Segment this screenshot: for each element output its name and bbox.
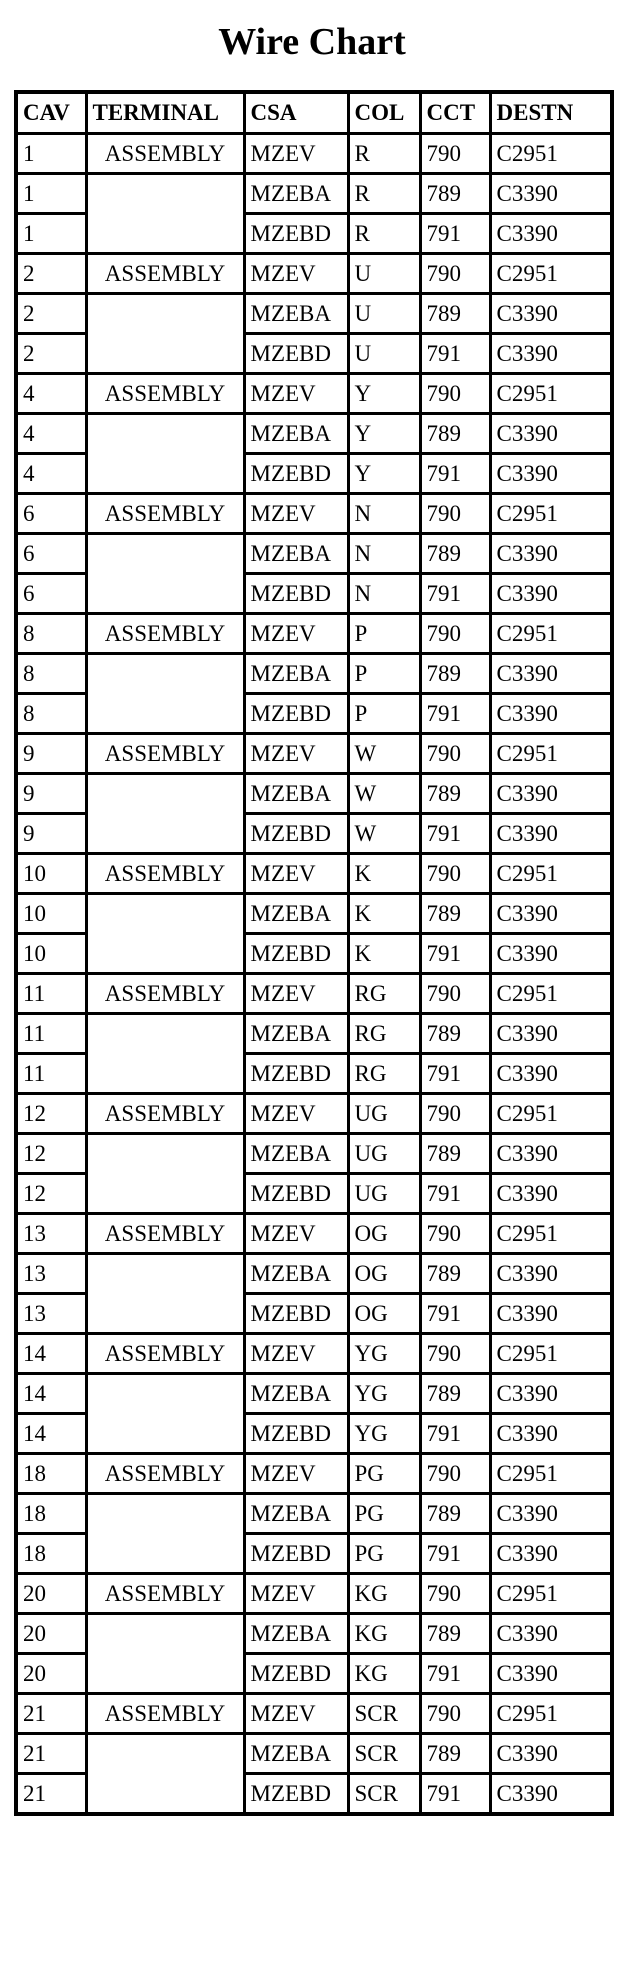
cell-terminal: ASSEMBLY — [86, 374, 244, 414]
cell-col: OG — [348, 1254, 420, 1294]
table-row — [16, 974, 612, 1014]
cell-cct: 789 — [420, 414, 490, 454]
cell-cct: 789 — [420, 1734, 490, 1774]
table-row — [16, 1214, 612, 1254]
cell-terminal: ASSEMBLY — [86, 614, 244, 654]
cell-csa: MZEBD — [244, 454, 348, 494]
cell-destn: C3390 — [490, 1054, 612, 1094]
cell-cav: 1 — [16, 134, 86, 174]
cell-csa: MZEV — [244, 1454, 348, 1494]
cell-destn: C2951 — [490, 134, 612, 174]
cell-cct: 789 — [420, 1014, 490, 1054]
cell-csa: MZEBA — [244, 534, 348, 574]
cell-cav: 9 — [16, 774, 86, 814]
cell-cct: 790 — [420, 1694, 490, 1734]
cell-csa: MZEBA — [244, 1374, 348, 1414]
table-row — [16, 1454, 612, 1494]
cell-csa: MZEV — [244, 1574, 348, 1614]
cell-cct: 791 — [420, 1294, 490, 1334]
cell-destn: C3390 — [490, 414, 612, 454]
cell-destn: C2951 — [490, 854, 612, 894]
cell-csa: MZEBA — [244, 774, 348, 814]
cell-col: OG — [348, 1294, 420, 1334]
cell-cav: 11 — [16, 1054, 86, 1094]
cell-col: P — [348, 654, 420, 694]
cell-csa: MZEBA — [244, 1734, 348, 1774]
table-row — [16, 734, 612, 774]
table-row — [16, 1374, 612, 1414]
cell-csa: MZEV — [244, 1694, 348, 1734]
cell-terminal: ASSEMBLY — [86, 734, 244, 774]
cell-cav: 6 — [16, 534, 86, 574]
table-row — [16, 1014, 612, 1054]
table-row — [16, 894, 612, 934]
cell-destn: C2951 — [490, 1454, 612, 1494]
cell-csa: MZEBD — [244, 694, 348, 734]
cell-cav: 8 — [16, 614, 86, 654]
cell-col: KG — [348, 1654, 420, 1694]
table-row — [16, 1574, 612, 1614]
cell-csa: MZEBD — [244, 1054, 348, 1094]
cell-col: UG — [348, 1174, 420, 1214]
page-title: Wire Chart — [218, 21, 406, 63]
header-cav: CAV — [16, 92, 86, 134]
cell-destn: C3390 — [490, 534, 612, 574]
cell-destn: C2951 — [490, 254, 612, 294]
table-row — [16, 1334, 612, 1374]
cell-col: KG — [348, 1614, 420, 1654]
cell-col: K — [348, 934, 420, 974]
cell-destn: C3390 — [490, 1414, 612, 1454]
cell-terminal: ASSEMBLY — [86, 1574, 244, 1614]
cell-cct: 791 — [420, 1174, 490, 1214]
cell-destn: C2951 — [490, 614, 612, 654]
cell-col: N — [348, 494, 420, 534]
table-row — [16, 494, 612, 534]
cell-csa: MZEBA — [244, 1014, 348, 1054]
cell-destn: C3390 — [490, 454, 612, 494]
cell-destn: C3390 — [490, 894, 612, 934]
cell-col: RG — [348, 1054, 420, 1094]
cell-col: W — [348, 774, 420, 814]
table-row — [16, 1614, 612, 1654]
cell-csa: MZEV — [244, 254, 348, 294]
cell-csa: MZEBD — [244, 1294, 348, 1334]
cell-col: RG — [348, 1014, 420, 1054]
cell-destn: C3390 — [490, 1254, 612, 1294]
cell-terminal: ASSEMBLY — [86, 1334, 244, 1374]
cell-cct: 789 — [420, 1494, 490, 1534]
cell-cav: 13 — [16, 1294, 86, 1334]
cell-csa: MZEBA — [244, 654, 348, 694]
cell-terminal: ASSEMBLY — [86, 974, 244, 1014]
cell-col: P — [348, 614, 420, 654]
cell-cav: 20 — [16, 1574, 86, 1614]
cell-destn: C3390 — [490, 1494, 612, 1534]
cell-cct: 789 — [420, 654, 490, 694]
cell-terminal-empty — [86, 294, 244, 374]
cell-cct: 791 — [420, 1774, 490, 1815]
cell-terminal-empty — [86, 1134, 244, 1214]
cell-col: UG — [348, 1134, 420, 1174]
cell-col: U — [348, 254, 420, 294]
cell-col: K — [348, 894, 420, 934]
cell-terminal-empty — [86, 1734, 244, 1815]
cell-cct: 790 — [420, 494, 490, 534]
cell-csa: MZEV — [244, 1094, 348, 1134]
cell-terminal-empty — [86, 894, 244, 974]
cell-cct: 791 — [420, 1054, 490, 1094]
table-row — [16, 1734, 612, 1774]
cell-destn: C3390 — [490, 1374, 612, 1414]
cell-csa: MZEBD — [244, 334, 348, 374]
cell-col: SCR — [348, 1774, 420, 1815]
cell-destn: C2951 — [490, 494, 612, 534]
cell-cct: 791 — [420, 1414, 490, 1454]
cell-cav: 8 — [16, 694, 86, 734]
table-row — [16, 534, 612, 574]
cell-csa: MZEV — [244, 494, 348, 534]
cell-cct: 791 — [420, 694, 490, 734]
cell-cav: 21 — [16, 1774, 86, 1815]
cell-cav: 9 — [16, 734, 86, 774]
cell-csa: MZEBA — [244, 894, 348, 934]
cell-cct: 791 — [420, 1534, 490, 1574]
cell-csa: MZEBD — [244, 1174, 348, 1214]
cell-cct: 791 — [420, 574, 490, 614]
cell-destn: C3390 — [490, 1654, 612, 1694]
cell-cav: 10 — [16, 894, 86, 934]
cell-cav: 11 — [16, 1014, 86, 1054]
cell-col: U — [348, 334, 420, 374]
cell-csa: MZEBA — [244, 294, 348, 334]
cell-cav: 18 — [16, 1534, 86, 1574]
cell-cct: 789 — [420, 1134, 490, 1174]
cell-cav: 2 — [16, 254, 86, 294]
cell-cav: 18 — [16, 1454, 86, 1494]
cell-destn: C2951 — [490, 1094, 612, 1134]
cell-destn: C2951 — [490, 734, 612, 774]
cell-cav: 12 — [16, 1094, 86, 1134]
cell-cav: 11 — [16, 974, 86, 1014]
cell-destn: C3390 — [490, 1734, 612, 1774]
cell-col: UG — [348, 1094, 420, 1134]
cell-col: N — [348, 574, 420, 614]
table-row — [16, 374, 612, 414]
cell-cav: 12 — [16, 1174, 86, 1214]
cell-cav: 21 — [16, 1694, 86, 1734]
cell-csa: MZEV — [244, 734, 348, 774]
cell-destn: C3390 — [490, 1774, 612, 1815]
cell-col: OG — [348, 1214, 420, 1254]
cell-cav: 21 — [16, 1734, 86, 1774]
cell-terminal: ASSEMBLY — [86, 494, 244, 534]
cell-cav: 13 — [16, 1254, 86, 1294]
cell-csa: MZEBD — [244, 1654, 348, 1694]
table-row — [16, 414, 612, 454]
table-row — [16, 1094, 612, 1134]
cell-cav: 14 — [16, 1414, 86, 1454]
cell-terminal-empty — [86, 1254, 244, 1334]
cell-cav: 20 — [16, 1654, 86, 1694]
cell-cav: 12 — [16, 1134, 86, 1174]
header-row — [16, 92, 612, 134]
cell-cct: 790 — [420, 614, 490, 654]
cell-cct: 790 — [420, 974, 490, 1014]
cell-cav: 14 — [16, 1334, 86, 1374]
cell-destn: C3390 — [490, 1294, 612, 1334]
cell-col: SCR — [348, 1734, 420, 1774]
cell-csa: MZEBD — [244, 574, 348, 614]
cell-cav: 18 — [16, 1494, 86, 1534]
cell-destn: C3390 — [490, 574, 612, 614]
cell-destn: C3390 — [490, 334, 612, 374]
cell-col: YG — [348, 1414, 420, 1454]
cell-col: PG — [348, 1454, 420, 1494]
cell-cct: 790 — [420, 254, 490, 294]
header-destn: DESTN — [490, 92, 612, 134]
cell-destn: C3390 — [490, 294, 612, 334]
cell-terminal: ASSEMBLY — [86, 1214, 244, 1254]
cell-col: W — [348, 814, 420, 854]
cell-cct: 791 — [420, 454, 490, 494]
cell-col: R — [348, 214, 420, 254]
cell-cav: 13 — [16, 1214, 86, 1254]
cell-terminal-empty — [86, 774, 244, 854]
cell-csa: MZEV — [244, 854, 348, 894]
cell-cav: 9 — [16, 814, 86, 854]
cell-col: W — [348, 734, 420, 774]
cell-col: Y — [348, 414, 420, 454]
cell-terminal-empty — [86, 1374, 244, 1454]
cell-destn: C2951 — [490, 1694, 612, 1734]
cell-terminal-empty — [86, 1014, 244, 1094]
cell-cct: 791 — [420, 334, 490, 374]
cell-destn: C2951 — [490, 974, 612, 1014]
wire-chart-table — [14, 90, 614, 1816]
cell-cct: 791 — [420, 814, 490, 854]
cell-col: R — [348, 174, 420, 214]
cell-csa: MZEBD — [244, 814, 348, 854]
cell-terminal-empty — [86, 1614, 244, 1694]
cell-csa: MZEBA — [244, 1134, 348, 1174]
cell-cct: 790 — [420, 1214, 490, 1254]
cell-csa: MZEBA — [244, 414, 348, 454]
cell-cav: 8 — [16, 654, 86, 694]
cell-col: P — [348, 694, 420, 734]
cell-csa: MZEV — [244, 974, 348, 1014]
cell-col: K — [348, 854, 420, 894]
cell-col: Y — [348, 454, 420, 494]
cell-destn: C3390 — [490, 774, 612, 814]
cell-cct: 790 — [420, 1334, 490, 1374]
cell-col: N — [348, 534, 420, 574]
table-body — [16, 134, 612, 1815]
cell-cct: 790 — [420, 1454, 490, 1494]
cell-cct: 789 — [420, 1254, 490, 1294]
cell-destn: C3390 — [490, 1534, 612, 1574]
cell-cct: 789 — [420, 1614, 490, 1654]
header-col: COL — [348, 92, 420, 134]
cell-destn: C3390 — [490, 694, 612, 734]
cell-cct: 789 — [420, 894, 490, 934]
cell-cav: 14 — [16, 1374, 86, 1414]
cell-csa: MZEV — [244, 374, 348, 414]
cell-terminal-empty — [86, 534, 244, 614]
cell-terminal: ASSEMBLY — [86, 854, 244, 894]
cell-cav: 6 — [16, 574, 86, 614]
cell-terminal-empty — [86, 1494, 244, 1574]
cell-col: KG — [348, 1574, 420, 1614]
cell-col: R — [348, 134, 420, 174]
cell-cct: 789 — [420, 1374, 490, 1414]
cell-cct: 790 — [420, 1094, 490, 1134]
cell-destn: C3390 — [490, 934, 612, 974]
table-row — [16, 174, 612, 214]
cell-destn: C2951 — [490, 374, 612, 414]
cell-csa: MZEBA — [244, 174, 348, 214]
cell-cav: 4 — [16, 374, 86, 414]
cell-cct: 790 — [420, 374, 490, 414]
cell-col: YG — [348, 1334, 420, 1374]
cell-destn: C2951 — [490, 1214, 612, 1254]
cell-csa: MZEBD — [244, 934, 348, 974]
cell-destn: C3390 — [490, 1134, 612, 1174]
cell-cav: 4 — [16, 414, 86, 454]
cell-csa: MZEV — [244, 1334, 348, 1374]
cell-terminal-empty — [86, 654, 244, 734]
cell-csa: MZEBD — [244, 1414, 348, 1454]
cell-cct: 789 — [420, 174, 490, 214]
cell-csa: MZEBD — [244, 1534, 348, 1574]
cell-destn: C3390 — [490, 654, 612, 694]
cell-terminal: ASSEMBLY — [86, 1454, 244, 1494]
cell-csa: MZEV — [244, 134, 348, 174]
cell-destn: C2951 — [490, 1334, 612, 1374]
cell-cct: 790 — [420, 1574, 490, 1614]
cell-cct: 790 — [420, 734, 490, 774]
cell-cav: 1 — [16, 214, 86, 254]
table-row — [16, 614, 612, 654]
table-row — [16, 254, 612, 294]
cell-cct: 789 — [420, 534, 490, 574]
cell-cct: 790 — [420, 134, 490, 174]
cell-cav: 4 — [16, 454, 86, 494]
cell-csa: MZEBD — [244, 1774, 348, 1815]
cell-terminal-empty — [86, 174, 244, 254]
cell-cav: 10 — [16, 854, 86, 894]
header-csa: CSA — [244, 92, 348, 134]
cell-terminal: ASSEMBLY — [86, 1694, 244, 1734]
cell-col: SCR — [348, 1694, 420, 1734]
cell-terminal: ASSEMBLY — [86, 134, 244, 174]
cell-cav: 2 — [16, 334, 86, 374]
cell-cav: 2 — [16, 294, 86, 334]
table-row — [16, 294, 612, 334]
cell-destn: C3390 — [490, 1614, 612, 1654]
cell-cav: 6 — [16, 494, 86, 534]
cell-cav: 1 — [16, 174, 86, 214]
table-row — [16, 1134, 612, 1174]
cell-terminal-empty — [86, 414, 244, 494]
cell-terminal: ASSEMBLY — [86, 1094, 244, 1134]
cell-csa: MZEV — [244, 614, 348, 654]
cell-cct: 789 — [420, 774, 490, 814]
cell-csa: MZEBA — [244, 1494, 348, 1534]
table-row — [16, 654, 612, 694]
table-row — [16, 1694, 612, 1734]
cell-destn: C2951 — [490, 1574, 612, 1614]
cell-csa: MZEBA — [244, 1614, 348, 1654]
cell-csa: MZEBA — [244, 1254, 348, 1294]
header-terminal: TERMINAL — [86, 92, 244, 134]
cell-cct: 790 — [420, 854, 490, 894]
table-row — [16, 134, 612, 174]
table-row — [16, 1254, 612, 1294]
cell-col: RG — [348, 974, 420, 1014]
cell-destn: C3390 — [490, 174, 612, 214]
table-row — [16, 1494, 612, 1534]
cell-cct: 789 — [420, 294, 490, 334]
cell-destn: C3390 — [490, 1174, 612, 1214]
cell-destn: C3390 — [490, 214, 612, 254]
cell-terminal: ASSEMBLY — [86, 254, 244, 294]
cell-col: YG — [348, 1374, 420, 1414]
cell-destn: C3390 — [490, 1014, 612, 1054]
cell-cct: 791 — [420, 214, 490, 254]
cell-cav: 20 — [16, 1614, 86, 1654]
cell-col: PG — [348, 1534, 420, 1574]
cell-csa: MZEV — [244, 1214, 348, 1254]
header-cct: CCT — [420, 92, 490, 134]
cell-destn: C3390 — [490, 814, 612, 854]
cell-csa: MZEBD — [244, 214, 348, 254]
cell-cav: 10 — [16, 934, 86, 974]
table-row — [16, 854, 612, 894]
cell-cct: 791 — [420, 934, 490, 974]
cell-col: PG — [348, 1494, 420, 1534]
cell-col: U — [348, 294, 420, 334]
cell-cct: 791 — [420, 1654, 490, 1694]
cell-col: Y — [348, 374, 420, 414]
table-row — [16, 774, 612, 814]
